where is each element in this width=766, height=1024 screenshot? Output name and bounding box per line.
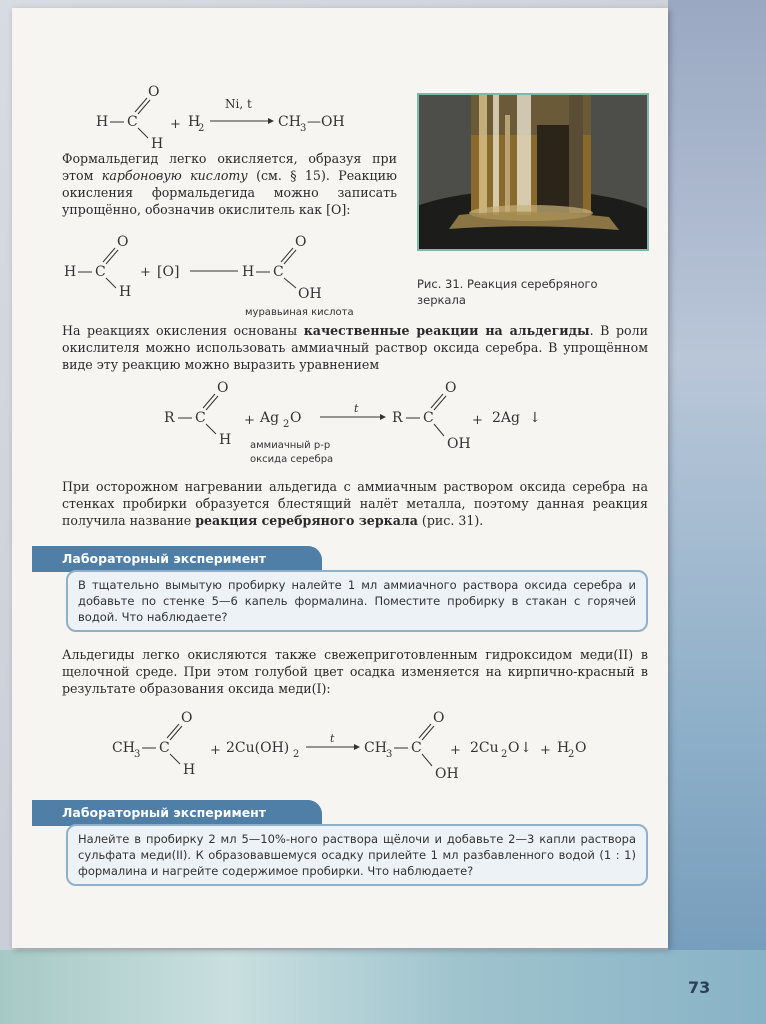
eq2-h2: H [119, 284, 132, 300]
para1-text-pre: Формальдегид легко окисляется, образуя при этом [62, 151, 397, 183]
eq3-plus1: + [244, 413, 255, 428]
eq1-h: H [96, 114, 109, 130]
eq2-plus: + [140, 265, 151, 280]
lab-experiment-2-title: Лабораторный эксперимент [32, 800, 322, 826]
eq3-product-c: C [423, 410, 434, 426]
figure-caption: Рис. 31. Реакция серебряного зеркала [417, 277, 598, 307]
eq4-c: C [159, 740, 170, 756]
silver-mirror-photo [417, 93, 649, 251]
para3-bold: реакция серебряного зеркала [195, 513, 418, 528]
eq3-precipitate-arrow: ↓ [529, 410, 541, 426]
equation-silver-mirror [162, 374, 562, 470]
eq2-product-c: C [273, 264, 284, 280]
eq1-c: C [127, 114, 138, 130]
eq1-reagent: H [188, 114, 201, 130]
eq4-t: t [330, 732, 335, 745]
eq3-silver: 2Ag [492, 410, 520, 426]
eq2-product-name: муравьиная кислота [245, 307, 354, 318]
eq3-note1: аммиачный р-р [250, 440, 331, 451]
equation-formaldehyde-oxidation [60, 230, 400, 320]
eq3-product-oh: OH [447, 436, 471, 452]
eq4-product-c: C [411, 740, 422, 756]
paragraph-copper-hydroxide [62, 646, 648, 697]
eq3-h: H [219, 432, 232, 448]
eq1-h2: H [151, 136, 164, 152]
equation-copper-hydroxide [110, 704, 610, 792]
eq4-product-oh: OH [435, 766, 459, 782]
eq4-cu2o: 2Cu [470, 740, 499, 756]
eq1-catalyst: Ni, t [225, 97, 252, 111]
eq3-o: O [217, 380, 229, 396]
eq4-cu2o-sub: 2 [501, 749, 508, 760]
eq3-c: C [195, 410, 206, 426]
eq3-r: R [164, 410, 175, 426]
eq4-h2o-sub: 2 [568, 749, 575, 760]
equation-formaldehyde-reduction [90, 78, 390, 158]
eq4-h: H [183, 762, 196, 778]
para3-text-post: (рис. 31). [417, 513, 484, 528]
eq1-plus: + [170, 117, 181, 132]
lab-experiment-1-box [66, 570, 648, 632]
eq4-precipitate-arrow: ↓ [520, 740, 532, 756]
textbook-page [12, 8, 668, 948]
eq2-product-oh: OH [298, 286, 322, 302]
eq4-product-ch3: CH [364, 740, 387, 756]
eq2-oxidant: [O] [157, 264, 180, 280]
para3-text-pre: При осторожном нагревании альдегида с аммиачным раствором оксида серебра на стенках пробирки образуется блестящий налёт металла, поэтому данная реакция получила название [62, 479, 648, 528]
para4-text: Альдегиды легко окисляются также свежеприготовленным гидроксидом меди(II) в щелочной среде. При этом голубой цвет осадка изменяется на кирпично-красный в результате образования оксида меди(I): [62, 647, 648, 696]
eq2-product-o: O [295, 234, 307, 250]
lab-experiment-1-text: В тщательно вымытую пробирку налейте 1 мл аммиачного раствора оксида серебра и добавьте по стенке 5—6 капель формалина. Поместите пробирку в стакан с горячей водой. Что наблюдаете? [78, 578, 636, 624]
para1-text-post: (см. § 15). Реакцию окисления формальдегида можно записать упрощённо, обозначив окислитель как [O]: [62, 168, 398, 217]
lab-experiment-2-box [66, 824, 648, 886]
eq3-ag2o-o: O [290, 410, 302, 426]
eq1-o: O [148, 84, 160, 100]
background-strip-right [668, 0, 766, 1024]
eq3-plus2: + [472, 413, 483, 428]
lab-experiment-2-text: Налейте в пробирку 2 мл 5—10%-ного раствора щёлочи и добавьте 2—3 капли раствора сульфата меди(II). К образовавшемуся осадку прилейте 1 мл разбавленного водой (1 : 1) формалина и нагрейте содержимое пробирки. Что наблюдаете? [78, 832, 636, 878]
eq4-ch3: CH [112, 740, 135, 756]
lab-experiment-1-title: Лабораторный эксперимент [32, 546, 322, 572]
eq4-plus2: + [450, 743, 461, 758]
eq1-product-b: —OH [307, 114, 345, 130]
eq2-h: H [64, 264, 77, 280]
eq1-reagent-sub: 2 [198, 123, 205, 134]
para2-bold: качественные реакции на альдегиды [303, 323, 590, 338]
eq3-note2: оксида серебра [250, 454, 334, 465]
eq4-cuoh-sub: 2 [293, 749, 300, 760]
eq2-product-h: H [242, 264, 255, 280]
eq4-plus3: + [540, 743, 551, 758]
eq4-cuoh: 2Cu(OH) [226, 740, 290, 756]
eq4-cu2o-o: O [508, 740, 520, 756]
para2-text-post: . В роли окислителя можно использовать аммиачный раствор оксида серебра. В упрощённом виде эту реакцию можно выразить уравнением [62, 323, 648, 372]
eq4-o: O [181, 710, 193, 726]
eq3-product-r: R [392, 410, 403, 426]
background-strip-bottom [0, 950, 766, 1024]
para1-emphasis: карбоновую кислоту [101, 168, 248, 183]
eq4-plus1: + [210, 743, 221, 758]
eq4-h2o: H [557, 740, 570, 756]
eq4-product-o: O [433, 710, 445, 726]
paragraph-qualitative-reactions [62, 322, 648, 373]
eq1-product-a: CH [278, 114, 301, 130]
eq4-h2o-o: O [575, 740, 587, 756]
eq4-ch3-sub: 3 [134, 749, 141, 760]
eq2-o: O [117, 234, 129, 250]
para2-text-pre: На реакциях окисления основаны [62, 323, 304, 338]
page-number: 73 [688, 978, 711, 997]
paragraph-formaldehyde-oxidation [62, 150, 397, 218]
eq3-ag2o: Ag [260, 410, 280, 426]
eq3-t: t [354, 402, 359, 415]
paragraph-silver-mirror [62, 478, 648, 529]
eq1-product-sub: 3 [300, 123, 307, 134]
eq4-product-ch3-sub: 3 [386, 749, 393, 760]
eq3-product-o: O [445, 380, 457, 396]
eq3-ag2o-sub: 2 [283, 419, 290, 430]
eq2-c: C [95, 264, 106, 280]
